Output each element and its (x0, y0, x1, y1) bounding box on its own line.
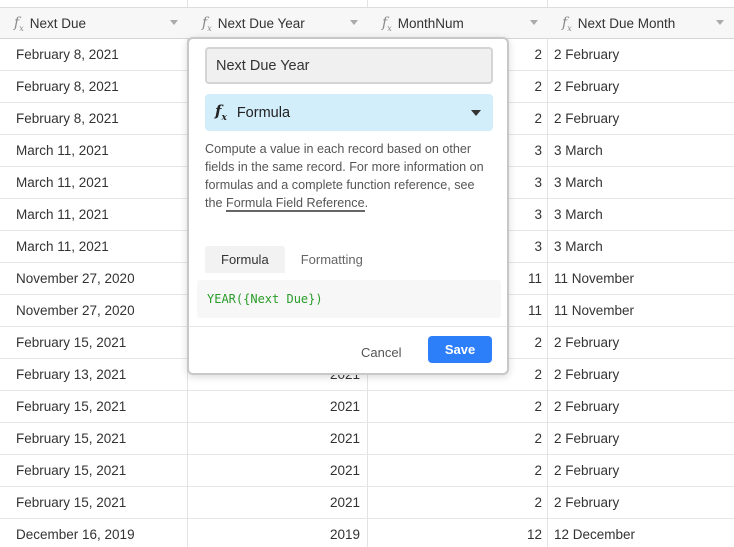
tab-formatting[interactable]: Formatting (300, 252, 363, 267)
cancel-button[interactable]: Cancel (361, 344, 402, 360)
table-cell[interactable]: 3 March (554, 143, 603, 158)
table-cell[interactable]: 2 February (554, 463, 620, 478)
header-next-due[interactable] (0, 8, 188, 39)
field-type-label: Formula (236, 104, 291, 121)
table-cell[interactable]: 2 (534, 111, 542, 126)
header-monthnum[interactable] (368, 8, 548, 39)
grid-header (0, 7, 734, 39)
chevron-down-icon[interactable] (530, 20, 538, 25)
table-cell[interactable]: February 13, 2021 (16, 367, 127, 382)
table-cell[interactable]: 2 February (554, 495, 620, 510)
table-row[interactable] (0, 519, 734, 547)
table-cell[interactable]: 3 March (554, 239, 603, 254)
table-row[interactable] (0, 391, 734, 423)
table-cell[interactable]: 2 (534, 47, 542, 62)
table-cell[interactable]: 3 (534, 143, 542, 158)
formula-reference-link[interactable]: Formula Field Reference (226, 196, 365, 210)
header-next-due-year[interactable] (188, 8, 368, 39)
table-row[interactable] (0, 487, 734, 519)
divider (189, 326, 507, 327)
table-cell[interactable]: 2 (534, 335, 542, 350)
header-label: Next Due Month (577, 16, 676, 31)
table-cell[interactable]: 12 (526, 527, 542, 542)
table-cell[interactable]: 11 (527, 303, 542, 318)
table-cell[interactable]: 2 February (554, 111, 620, 126)
table-cell[interactable]: February 15, 2021 (16, 399, 127, 414)
table-cell[interactable]: 2 (534, 399, 542, 414)
table-cell[interactable]: 11 November (554, 271, 635, 286)
chevron-down-icon (471, 110, 481, 116)
popover-tabs (205, 246, 379, 273)
table-cell[interactable]: 2 (534, 495, 542, 510)
field-type-select[interactable] (205, 94, 493, 131)
table-cell[interactable]: 3 (534, 239, 542, 254)
table-cell[interactable]: 2 February (554, 367, 620, 382)
table-cell[interactable]: February 15, 2021 (16, 463, 127, 478)
table-cell[interactable]: March 11, 2021 (16, 207, 109, 222)
table-row[interactable] (0, 423, 734, 455)
table-cell[interactable]: 3 (534, 175, 542, 190)
header-label: Next Due (29, 16, 86, 31)
table-cell[interactable]: 2 (534, 79, 542, 94)
table-cell[interactable]: 2 February (554, 431, 620, 446)
table-cell[interactable]: 11 November (554, 303, 635, 318)
table-cell[interactable]: 3 March (554, 207, 603, 222)
formula-icon: $f_x$ (562, 14, 572, 33)
formula-editor[interactable]: YEAR({Next Due}) (197, 280, 501, 318)
table-cell[interactable]: 2021 (329, 399, 360, 414)
table-cell[interactable]: 2 (534, 431, 542, 446)
table-cell[interactable]: 2 February (554, 335, 620, 350)
save-button[interactable]: Save (428, 336, 492, 363)
table-cell[interactable]: March 11, 2021 (16, 175, 109, 190)
formula-icon: $f_x$ (215, 102, 227, 123)
table-cell[interactable]: 11 (527, 271, 542, 286)
table-cell[interactable]: 12 December (554, 527, 636, 542)
header-next-due-month[interactable] (548, 8, 734, 39)
table-cell[interactable]: December 16, 2019 (16, 527, 135, 542)
table-cell[interactable]: 3 March (554, 175, 603, 190)
formula-icon: $f_x$ (202, 14, 212, 33)
header-label: MonthNum (397, 16, 464, 31)
table-cell[interactable]: 2 February (554, 79, 620, 94)
table-cell[interactable]: 2 February (554, 399, 620, 414)
table-cell[interactable]: February 8, 2021 (16, 47, 119, 62)
chevron-down-icon[interactable] (170, 20, 178, 25)
field-name-input[interactable]: Next Due Year (205, 47, 493, 84)
table-cell[interactable]: February 15, 2021 (16, 431, 127, 446)
formula-icon: $f_x$ (14, 14, 24, 33)
table-cell[interactable]: November 27, 2020 (16, 271, 135, 286)
table-cell[interactable]: February 8, 2021 (16, 111, 119, 126)
header-label: Next Due Year (217, 16, 305, 31)
table-cell[interactable]: 2019 (329, 527, 360, 542)
chevron-down-icon[interactable] (716, 20, 724, 25)
table-cell[interactable]: 2 (534, 463, 542, 478)
table-cell[interactable]: February 15, 2021 (16, 495, 127, 510)
field-type-description: Compute a value in each record based on other fields in the same record. For more information on formulas and a complete function reference, see the Formula Field Reference. (205, 142, 484, 210)
formula-icon: $f_x$ (382, 14, 392, 33)
table-cell[interactable]: 3 (534, 207, 542, 222)
table-cell[interactable]: 2 (534, 367, 542, 382)
chevron-down-icon[interactable] (350, 20, 358, 25)
table-cell[interactable]: 2 February (554, 47, 620, 62)
table-cell[interactable]: February 8, 2021 (16, 79, 119, 94)
table-row[interactable] (0, 455, 734, 487)
field-config-popover (187, 37, 509, 375)
table-cell[interactable]: March 11, 2021 (16, 239, 109, 254)
table-cell[interactable]: 2021 (329, 495, 360, 510)
table-cell[interactable]: 2021 (329, 431, 360, 446)
table-cell[interactable]: February 15, 2021 (16, 335, 127, 350)
table-cell[interactable]: 2021 (329, 463, 360, 478)
table-cell[interactable]: March 11, 2021 (16, 143, 109, 158)
tab-formula[interactable]: Formula (205, 246, 285, 273)
table-cell[interactable]: November 27, 2020 (16, 303, 135, 318)
